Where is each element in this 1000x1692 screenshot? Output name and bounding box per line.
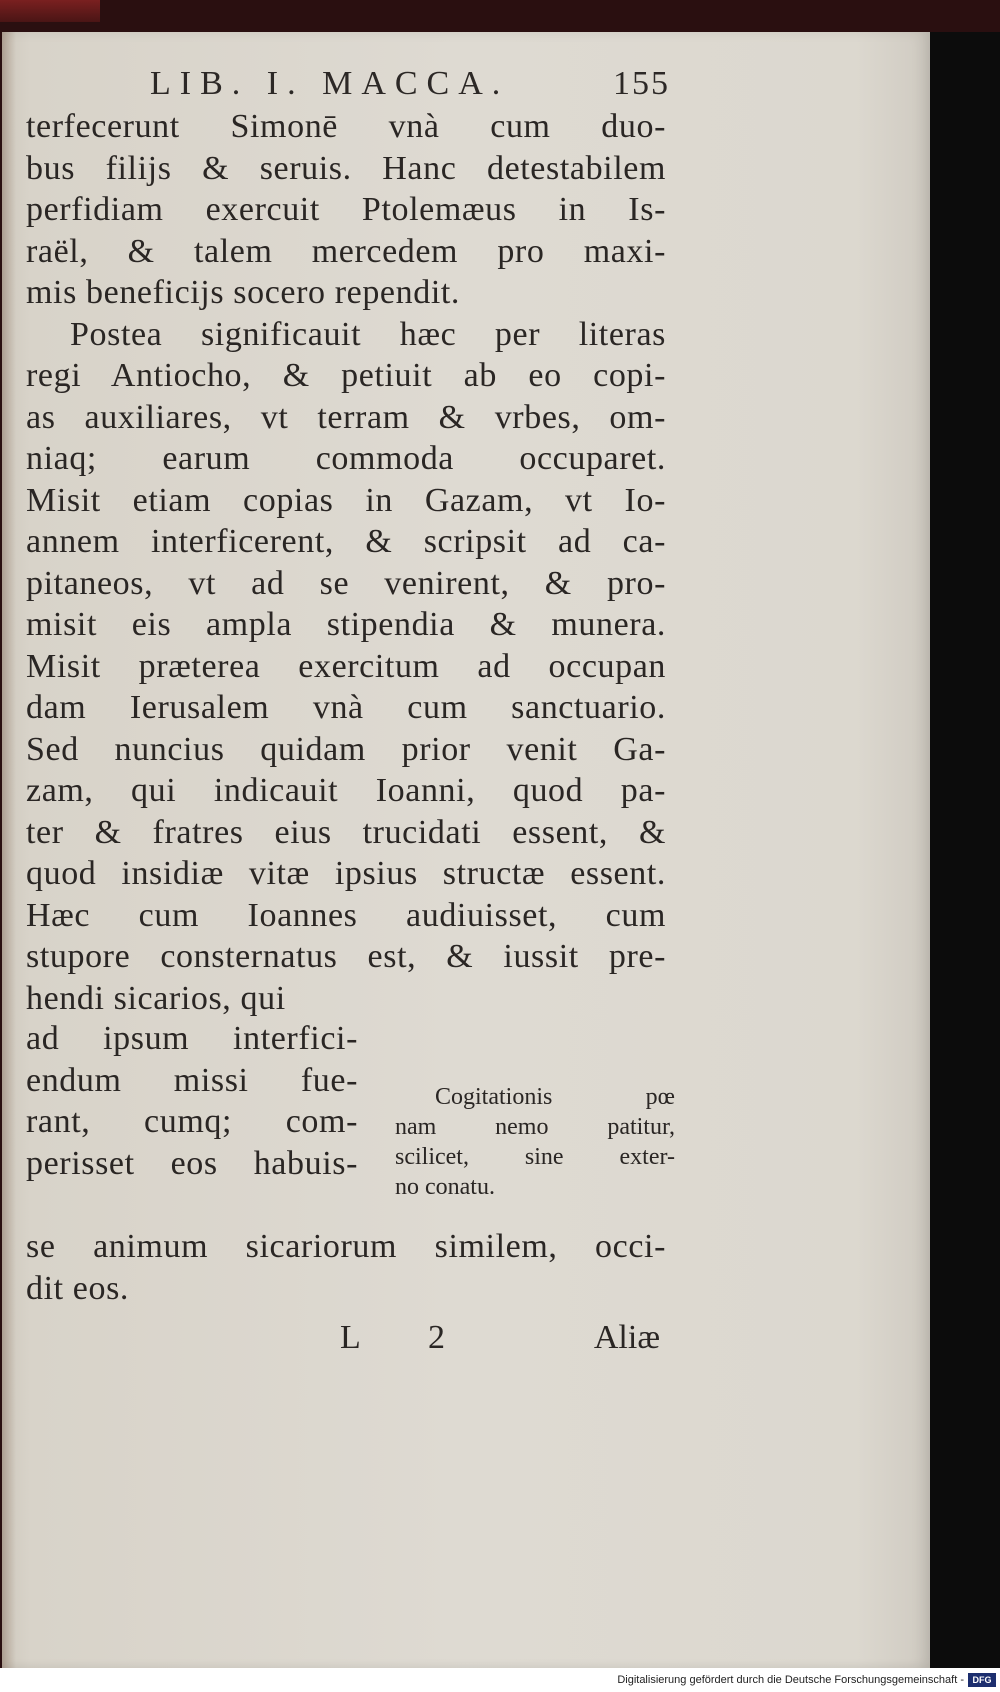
footer-bar (0, 1668, 1000, 1692)
note-line: scilicet, sine exter- (395, 1144, 675, 1170)
text-line: endum missi fue- (26, 1061, 358, 1099)
text-line: mis beneficijs socero rependit. (26, 274, 461, 311)
spine-shadow (2, 32, 16, 1672)
text-line: Misit præterea exercitum ad occupan (26, 647, 666, 685)
text-line: stupore consternatus est, & iussit pre- (26, 938, 666, 975)
note-line: nam nemo patitur, (395, 1114, 675, 1140)
text-line: misit eis ampla stipendia & munera. (26, 606, 666, 643)
catchword: Aliæ (593, 1319, 660, 1356)
binding-edge (0, 0, 100, 22)
text-line: Hæc cum Ioannes audiuisset, cum (26, 896, 666, 934)
closing-text (26, 1226, 666, 1309)
note-line: Cogitationis pœ (435, 1084, 675, 1110)
signature-line (340, 1316, 660, 1360)
dfg-logo: DFG (968, 1673, 996, 1687)
text-line: annem interficerent, & scripsit ad ca- (26, 523, 666, 560)
text-line: perfidiam exercuit Ptolemæus in Is- (26, 191, 666, 228)
text-line: pitaneos, vt ad se venirent, & pro- (26, 564, 666, 602)
text-line: hendi sicarios, qui (26, 979, 286, 1017)
note-line: no conatu. (395, 1174, 495, 1200)
text-line: dam Ierusalem vnà cum sanctuario. (26, 689, 666, 726)
text-line: ter & fratres eius trucidati essent, & (26, 813, 666, 851)
signature-mark: L 2 (340, 1319, 476, 1356)
text-line: bus filijs & seruis. Hanc detestabilem (26, 149, 666, 187)
text-line: ad ipsum interfici- (26, 1020, 358, 1057)
right-scan-edge (930, 32, 1000, 1668)
text-line: niaq; earum commoda occuparet. (26, 440, 666, 477)
text-line: as auxiliares, vt terram & vrbes, om- (26, 398, 666, 436)
main-text (26, 106, 666, 1019)
text-line: zam, qui indicauit Ioanni, quod pa- (26, 772, 666, 809)
text-line: Sed nuncius quidam prior venit Ga- (26, 730, 666, 768)
text-line: rant, cumq; com- (26, 1103, 358, 1140)
text-line: quod insidiæ vitæ ipsius structæ essent. (26, 855, 666, 892)
text-line: dit eos. (26, 1269, 130, 1307)
text-line: regi Antiocho, & petiuit ab eo copi- (26, 357, 666, 394)
margin-note (395, 1082, 675, 1202)
text-line: perisset eos habuis- (26, 1144, 358, 1182)
text-line: terfecerunt Simonē vnà cum duo- (26, 108, 666, 145)
text-line: Misit etiam copias in Gazam, vt Io- (26, 481, 666, 519)
page-number: 155 (613, 65, 670, 102)
running-header (150, 62, 670, 106)
running-title: LIB. I. MACCA. (150, 65, 510, 102)
text-line: raël, & talem mercedem pro maxi- (26, 232, 666, 270)
text-line: Postea significauit hæc per literas (70, 315, 666, 353)
text-line: se animum sicariorum similem, occi- (26, 1228, 666, 1265)
funding-credit: Digitalisierung gefördert durch die Deutsche Forschungsgemeinschaft - (617, 1674, 964, 1686)
